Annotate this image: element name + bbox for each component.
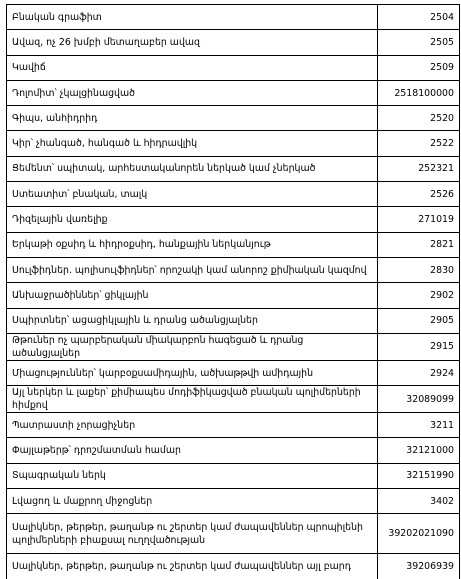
- product-name: Թթուներ ոչ պարբերական միակարբոն հագեցած և դրանց ածանցյալներ: [7, 333, 378, 360]
- product-name: Դիզելային վառելիք: [7, 207, 378, 232]
- table-row: [7, 5, 460, 30]
- product-name: Լվացող և մաքրող միջոցներ: [7, 489, 378, 514]
- table-row: [7, 55, 460, 80]
- product-code: 2505: [378, 30, 460, 55]
- product-code: 2522: [378, 131, 460, 156]
- table-row: [7, 463, 460, 488]
- table-row: [7, 131, 460, 156]
- product-name: Սալիկներ, թերթեր, թաղանթ ու շերտեր կամ ժապավեններ այլ բարդ: [12, 560, 351, 572]
- product-code: 2526: [378, 182, 460, 207]
- product-name: Այլ ներկեր և լաքեր՝ քիմիապես մոդիֆիկացված բնական պոլիմերների հիմքով: [7, 386, 378, 413]
- table-row: [7, 283, 460, 308]
- product-code: 3402: [378, 489, 460, 514]
- product-name: Փայլաթերթ՝ դրոշմատման համար: [7, 438, 378, 463]
- table-row: [7, 386, 460, 413]
- table-row: [7, 554, 460, 579]
- product-code: 252321: [378, 156, 460, 181]
- product-code: 2518100000: [378, 80, 460, 105]
- table-row: [7, 438, 460, 463]
- table-row: [7, 207, 460, 232]
- product-code: 32151990: [378, 463, 460, 488]
- table-row: [7, 413, 460, 438]
- product-code: 2924: [378, 360, 460, 385]
- product-name: Կիր՝ չհանգած, հանգած և հիդրավլիկ: [7, 131, 378, 156]
- product-name: Ստեատիտ՝ բնական, տալկ: [7, 182, 378, 207]
- product-name: Անխաջրածիններ՝ ցիկլային: [7, 283, 378, 308]
- product-name: Կավիճ: [7, 55, 378, 80]
- product-code: 2830: [378, 257, 460, 282]
- product-name: Սպիրտներ՝ ացացիկլային և դրանց ածանցյալներ: [7, 308, 378, 333]
- product-name: Ավազ, ոչ 26 խմբի մետաղաբեր ավազ: [7, 30, 378, 55]
- product-name: Դոլոմիտ՝ չկալցինացված: [7, 80, 378, 105]
- product-code: 2905: [378, 308, 460, 333]
- table-row: [7, 360, 460, 385]
- product-code: 2520: [378, 106, 460, 131]
- product-code: 39206939: [406, 560, 454, 572]
- table-row: [7, 308, 460, 333]
- product-name: Սալիկներ, թերթեր, թաղանթ ու շերտեր կամ ժապավեններ պրոպիլենի պոլիմերների բիաքսալ ուղղվածության: [7, 514, 378, 554]
- table-row: [7, 182, 460, 207]
- product-name: Ցեմենտ՝ սպիտակ, արհեստականորեն ներկած կամ չներկած: [7, 156, 378, 181]
- product-name-cell: [7, 554, 378, 579]
- product-code: 2915: [378, 333, 460, 360]
- table-row: [7, 106, 460, 131]
- product-name: Գիպս, անհիդրիդ: [7, 106, 378, 131]
- table-row: [7, 30, 460, 55]
- table-row: [7, 514, 460, 554]
- product-name: Միացություններ՝ կարբօքսամիդային, ածխաթթվի ամիդային: [7, 360, 378, 385]
- product-code: 32089099: [378, 386, 460, 413]
- product-code: 32121000: [378, 438, 460, 463]
- product-code: 2509: [378, 55, 460, 80]
- table-row: [7, 489, 460, 514]
- product-name: Սուլֆիդներ. պոլիսուլֆիդներ՝ որոշակի կամ անորոշ քիմիական կազմով: [7, 257, 378, 282]
- product-name: Պատրաստի չորացիչներ: [7, 413, 378, 438]
- product-code: 2821: [378, 232, 460, 257]
- table-row: [7, 156, 460, 181]
- table-row: [7, 257, 460, 282]
- table-row: [7, 232, 460, 257]
- commodity-code-table: [6, 4, 460, 579]
- table-row: [7, 333, 460, 360]
- product-code-cell: [378, 554, 460, 579]
- product-code: 271019: [378, 207, 460, 232]
- product-name: Բնական գրաֆիտ: [7, 5, 378, 30]
- product-code: 39202021090: [378, 514, 460, 554]
- table-row: [7, 80, 460, 105]
- product-code: 3211: [378, 413, 460, 438]
- product-name: Տպագրական ներկ: [7, 463, 378, 488]
- product-code: 2504: [378, 5, 460, 30]
- product-name: Երկաթի օքսիդ և հիդրօքսիդ, հանքային ներկանյութ: [7, 232, 378, 257]
- product-code: 2902: [378, 283, 460, 308]
